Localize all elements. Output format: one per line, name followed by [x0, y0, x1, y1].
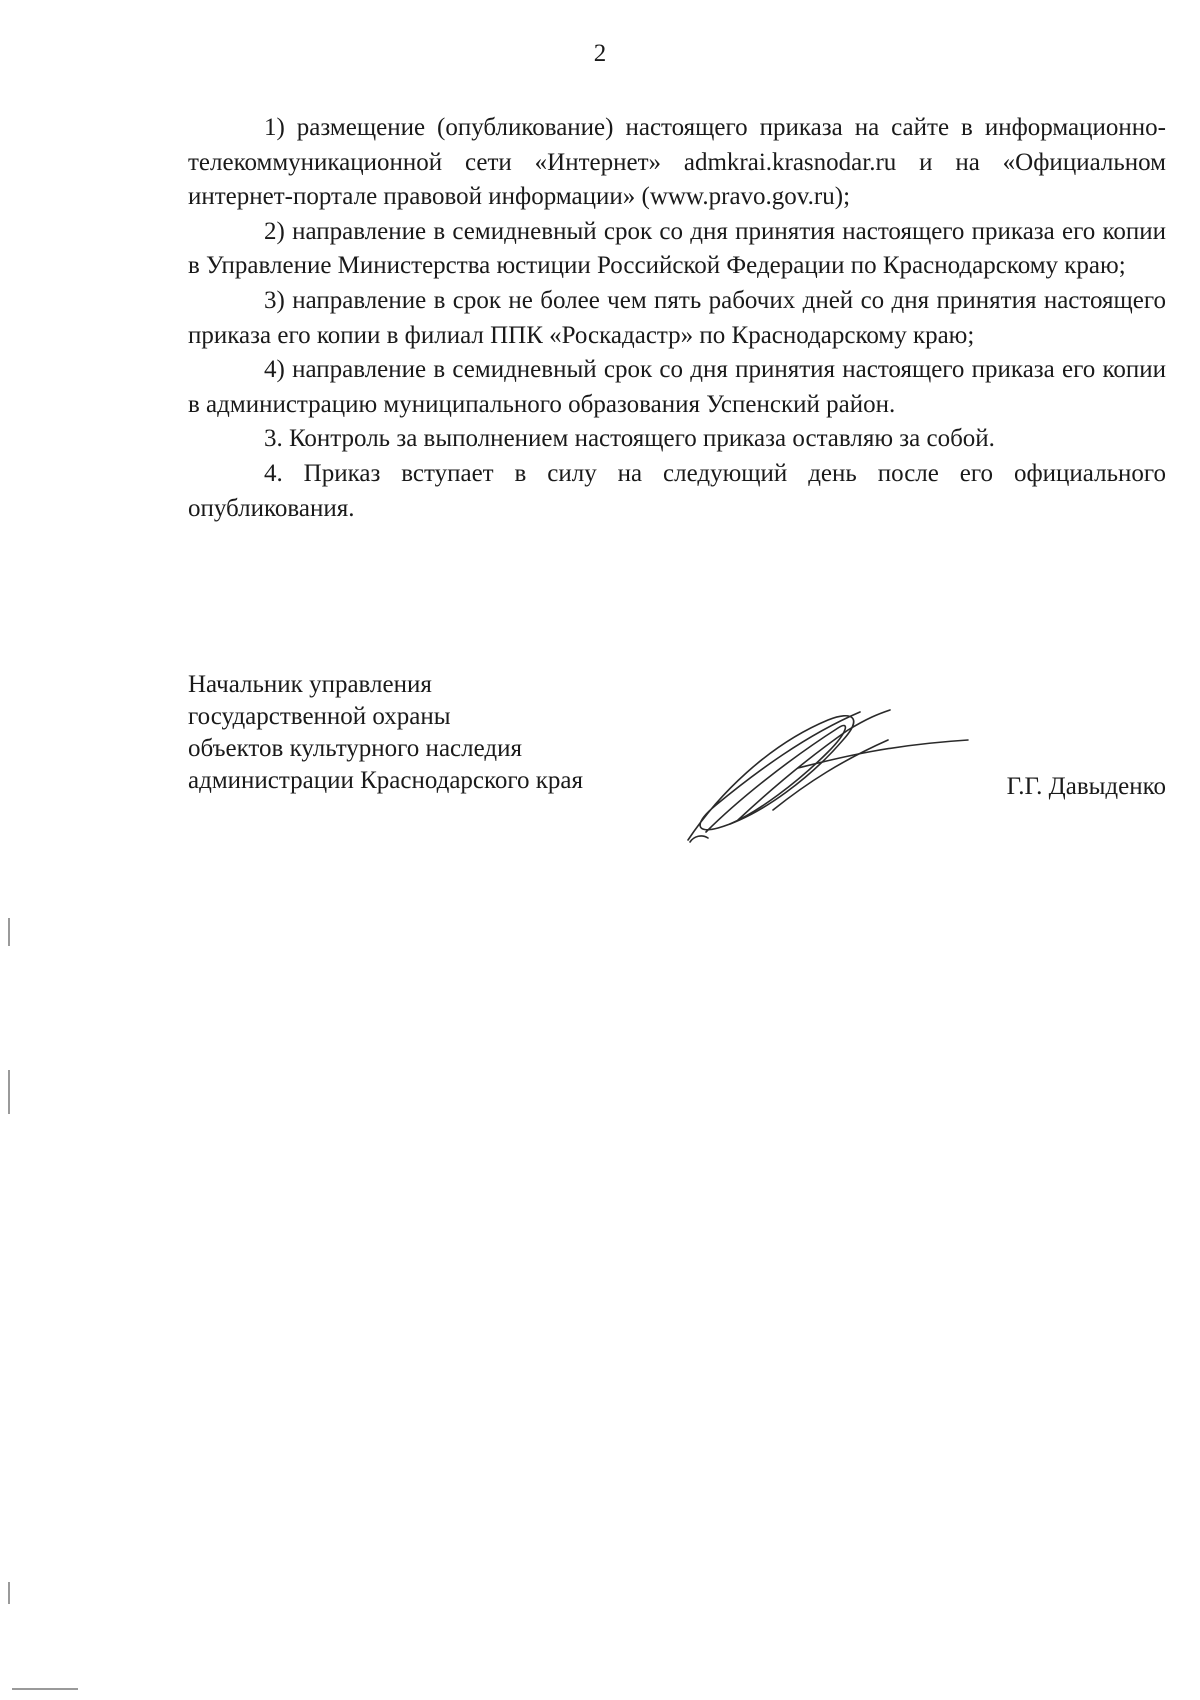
scan-edge-mark [12, 1688, 78, 1690]
scan-edge-mark [8, 1582, 10, 1604]
signatory-position [188, 669, 583, 797]
signatory-name: Г.Г. Давыденко [1006, 773, 1166, 800]
paragraph-item-4: 4) направление в семидневный срок со дня принятия настоящего приказа его копии в администрацию муниципального образования Успенский район. [188, 356, 1166, 418]
paragraph-effective-date: 4. Приказ вступает в силу на следующий день после его официального опубликования. [188, 459, 1166, 522]
position-line: объектов культурного наследия [188, 735, 522, 762]
paragraph-item-3: 3) направление в срок не более чем пять рабочих дней со дня принятия настоящего приказа его копии в филиал ППК «Роскадастр» по Краснодарскому краю; [188, 286, 1166, 349]
page-number: 2 [593, 40, 607, 67]
scan-edge-mark [8, 918, 10, 946]
handwritten-signature [678, 700, 978, 850]
document-body [188, 111, 1166, 526]
paragraph-item-1: 1) размещение (опубликование) настоящего приказа на сайте в информационно-телекоммуникационной сети «Интернет» admkrai.krasnodar.ru и на «Официальном интернет-портале правовой информации» (www.pravo.gov.ru); [188, 114, 1166, 211]
position-line: администрации Краснодарского края [188, 767, 584, 794]
position-line: Начальник управления [188, 671, 432, 698]
scan-edge-mark [8, 1070, 10, 1114]
signature-block [188, 669, 1166, 869]
paragraph-item-2: 2) направление в семидневный срок со дня принятия настоящего приказа его копии в Управление Министерства юстиции Российской Федерации по Краснодарскому краю; [188, 217, 1166, 280]
position-line: государственной охраны [188, 703, 451, 730]
paragraph-control-clause: 3. Контроль за выполнением настоящего приказа оставляю за собой. [264, 425, 995, 453]
